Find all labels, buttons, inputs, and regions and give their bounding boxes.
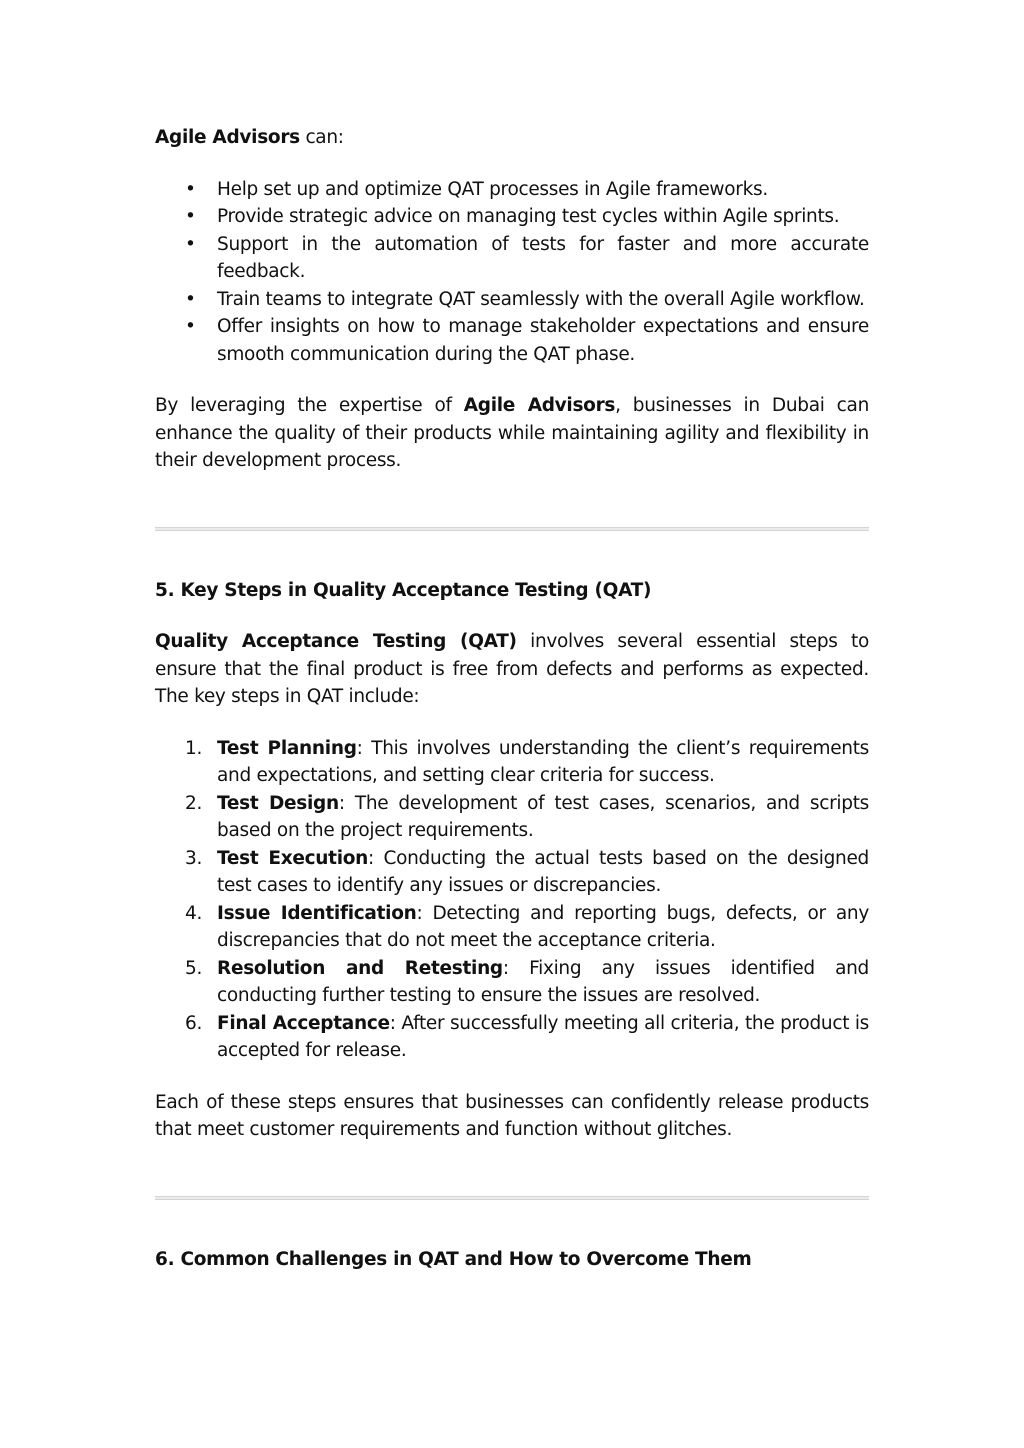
step-text: : The development of test cases, scenarios, and scripts based on the project requirements.: [217, 792, 870, 841]
leverage-brand: Agile Advisors: [463, 395, 616, 416]
list-item: • Offer insights on how to manage stakeholder expectations and ensure smooth communication during the QAT phase.: [155, 313, 869, 368]
step-number: 2.: [185, 792, 203, 814]
leverage-before: By leveraging the expertise of: [155, 395, 464, 416]
section-5-intro-bold: Quality Acceptance Testing (QAT): [155, 631, 517, 652]
step-title: Issue Identification: [217, 902, 417, 924]
list-item: • Provide strategic advice on managing test cycles within Agile sprints.: [155, 203, 869, 231]
step-number: 6.: [185, 1012, 203, 1034]
list-item: • Help set up and optimize QAT processes in Agile frameworks.: [155, 176, 869, 204]
step-number: 4.: [185, 902, 203, 924]
step-title: Test Design: [217, 792, 339, 814]
step-text: : This involves understanding the client’s requirements and expectations, and setting clear criteria for success.: [217, 737, 869, 786]
step-title: Test Planning: [217, 737, 357, 759]
section-5-intro: [155, 628, 869, 711]
leverage-paragraph: [155, 392, 869, 475]
list-item: [155, 790, 869, 845]
list-item: [155, 900, 869, 955]
step-text: : Detecting and reporting bugs, defects, or any discrepancies that do not meet the acceptance criteria.: [217, 902, 869, 951]
intro-brand: Agile Advisors: [155, 127, 300, 148]
step-text: : Conducting the actual tests based on the designed test cases to identify any issues or discrepancies.: [217, 847, 869, 896]
list-item: [155, 845, 869, 900]
step-title: Final Acceptance: [217, 1012, 390, 1034]
list-item: • Support in the automation of tests for faster and more accurate feedback.: [155, 231, 869, 286]
step-text: : Fixing any issues identified and conducting further testing to ensure the issues are resolved.: [217, 957, 869, 1006]
section-5-heading: 5. Key Steps in Quality Acceptance Testing (QAT): [155, 579, 652, 601]
step-title: Test Execution: [217, 847, 369, 869]
step-number: 3.: [185, 847, 203, 869]
list-item: • Train teams to integrate QAT seamlessly with the overall Agile workflow.: [155, 286, 869, 314]
qat-steps-list: [155, 735, 869, 1065]
leverage-after: , businesses in Dubai can enhance the quality of their products while maintaining agility and flexibility in their development process.: [155, 395, 869, 471]
intro-paragraph: [155, 124, 869, 152]
section-6-heading: 6. Common Challenges in QAT and How to Overcome Them: [155, 1248, 752, 1270]
advisor-bullet-list: [155, 176, 869, 369]
section-5-intro-rest: involves several essential steps to ensure that the final product is free from defects and performs as expected. The key steps in QAT include:: [155, 631, 870, 707]
list-item: [155, 735, 869, 790]
intro-rest: can:: [299, 127, 344, 148]
list-item: [155, 955, 869, 1010]
document-page: [155, 124, 869, 1273]
section-5-closing: Each of these steps ensures that businesses can confidently release products that meet customer requirements and function without glitches.: [155, 1091, 869, 1140]
step-text: : After successfully meeting all criteria, the product is accepted for release.: [217, 1012, 869, 1061]
step-number: 5.: [185, 957, 203, 979]
step-title: Resolution and Retesting: [217, 957, 503, 979]
list-item: [155, 1010, 869, 1065]
step-number: 1.: [185, 737, 203, 759]
